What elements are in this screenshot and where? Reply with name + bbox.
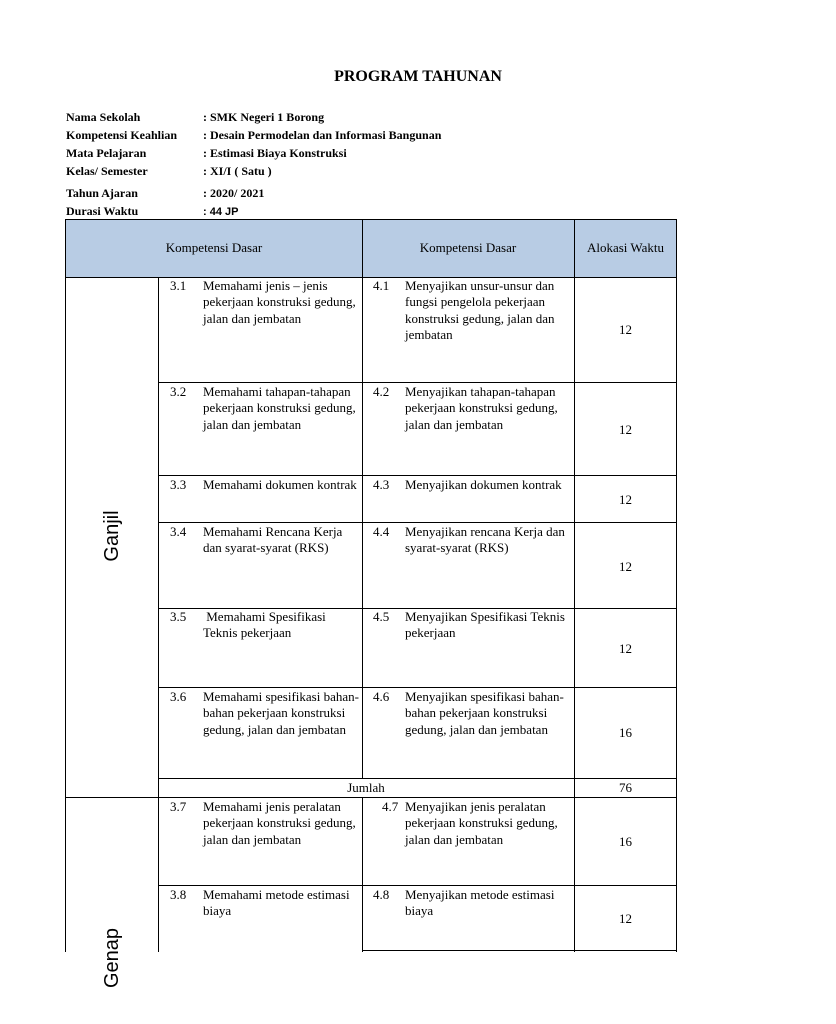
semester-genap: Genap — [101, 927, 123, 989]
table-border — [65, 797, 677, 798]
kd3-number: 3.6 — [170, 689, 187, 704]
table-border — [362, 797, 363, 952]
info-value: : XI/I ( Satu ) — [203, 164, 272, 178]
info-label: Kelas/ Semester — [66, 164, 148, 178]
info-label: Kompetensi Keahlian — [66, 128, 178, 142]
table-border — [362, 219, 363, 779]
kd3-text: Memahami tahapan-tahapan pekerjaan konstruksi gedung, jalan dan jembatan — [203, 384, 356, 432]
kd4-text: Menyajikan spesifikasi bahan-bahan pekerjaan konstruksi gedung, jalan dan jembatan — [405, 689, 564, 737]
header-kd4: Kompetensi Dasar — [419, 240, 517, 255]
table-border — [65, 219, 66, 952]
kd4-text: Menyajikan tahapan-tahapan pekerjaan konstruksi gedung, jalan dan jembatan — [405, 384, 558, 432]
kd4-text: Menyajikan rencana Kerja dan syarat-syarat (RKS) — [405, 524, 565, 556]
info-label: Nama Sekolah — [66, 110, 141, 124]
kd4-text: Menyajikan metode estimasi biaya — [405, 887, 555, 919]
table-border — [158, 522, 677, 523]
jumlah-value: 76 — [619, 780, 632, 795]
info-label: Mata Pelajaran — [66, 146, 147, 160]
kd4-number: 4.2 — [373, 384, 390, 399]
kd4-text: Menyajikan dokumen kontrak — [405, 477, 562, 492]
table-border — [158, 382, 677, 383]
kd4-number: 4.1 — [373, 278, 390, 293]
table-border — [65, 277, 677, 278]
alokasi-value: 12 — [619, 422, 632, 437]
table-border — [362, 950, 677, 951]
kd4-number: 4.4 — [373, 524, 390, 539]
info-value: : Estimasi Biaya Konstruksi — [203, 146, 347, 160]
table-border — [158, 277, 159, 952]
kd4-number: 4.6 — [373, 689, 390, 704]
kd4-text: Menyajikan unsur-unsur dan fungsi pengelola pekerjaan konstruksi gedung, jalan dan jembatan — [405, 278, 555, 343]
alokasi-value: 12 — [619, 492, 632, 507]
kd4-number: 4.3 — [373, 477, 390, 492]
kd4-number: 4.5 — [373, 609, 390, 624]
info-value: : 44 JP — [203, 206, 239, 218]
kd3-text: Memahami Rencana Kerja dan syarat-syarat (RKS) — [203, 524, 343, 556]
kd3-text: Memahami metode estimasi biaya — [203, 887, 350, 919]
table-border — [158, 778, 677, 779]
header-alokasi: Alokasi Waktu — [586, 240, 665, 255]
table-border — [158, 687, 677, 688]
table-border — [158, 885, 677, 886]
info-label: Durasi Waktu — [66, 204, 139, 218]
kd4-number: 4.8 — [373, 887, 390, 902]
info-label: Tahun Ajaran — [66, 186, 138, 200]
semester-genap-clip — [66, 927, 158, 989]
kd3-number: 3.1 — [170, 278, 187, 293]
semester-ganjil: Ganjil — [101, 510, 123, 562]
kd3-text: Memahami spesifikasi bahan-bahan pekerjaan konstruksi gedung, jalan dan jembatan — [203, 689, 359, 737]
table-border — [158, 475, 677, 476]
info-value: : SMK Negeri 1 Borong — [203, 110, 325, 124]
header-kd3: Kompetensi Dasar — [165, 240, 263, 255]
alokasi-value: 16 — [619, 834, 632, 849]
alokasi-value: 12 — [619, 911, 632, 926]
kd4-text: Menyajikan Spesifikasi Teknis pekerjaan — [405, 609, 565, 641]
table-border — [65, 219, 677, 220]
alokasi-value: 16 — [619, 725, 632, 740]
page-title: PROGRAM TAHUNAN — [334, 68, 502, 85]
kd3-number: 3.8 — [170, 887, 187, 902]
kd3-number: 3.4 — [170, 524, 187, 539]
kd3-text: Memahami jenis peralatan pekerjaan konstruksi gedung, jalan dan jembatan — [203, 799, 356, 847]
info-value: : Desain Permodelan dan Informasi Bangunan — [203, 128, 442, 142]
kd4-text: Menyajikan jenis peralatan pekerjaan konstruksi gedung, jalan dan jembatan — [405, 799, 558, 847]
info-value: : 2020/ 2021 — [203, 186, 265, 200]
kd3-text: Memahami jenis – jenis pekerjaan konstruksi gedung, jalan dan jembatan — [203, 278, 356, 326]
jumlah-label: Jumlah — [347, 780, 385, 795]
kd3-number: 3.7 — [170, 799, 187, 814]
kd3-text: Memahami Spesifikasi Teknis pekerjaan — [203, 609, 326, 641]
kd3-number: 3.2 — [170, 384, 187, 399]
table-border — [676, 219, 677, 952]
kd3-number: 3.3 — [170, 477, 187, 492]
kd3-text: Memahami dokumen kontrak — [203, 477, 357, 492]
alokasi-value: 12 — [619, 322, 632, 337]
kd4-number: 4.7 — [382, 799, 399, 814]
kd3-number: 3.5 — [170, 609, 187, 624]
alokasi-value: 12 — [619, 559, 632, 574]
alokasi-value: 12 — [619, 641, 632, 656]
